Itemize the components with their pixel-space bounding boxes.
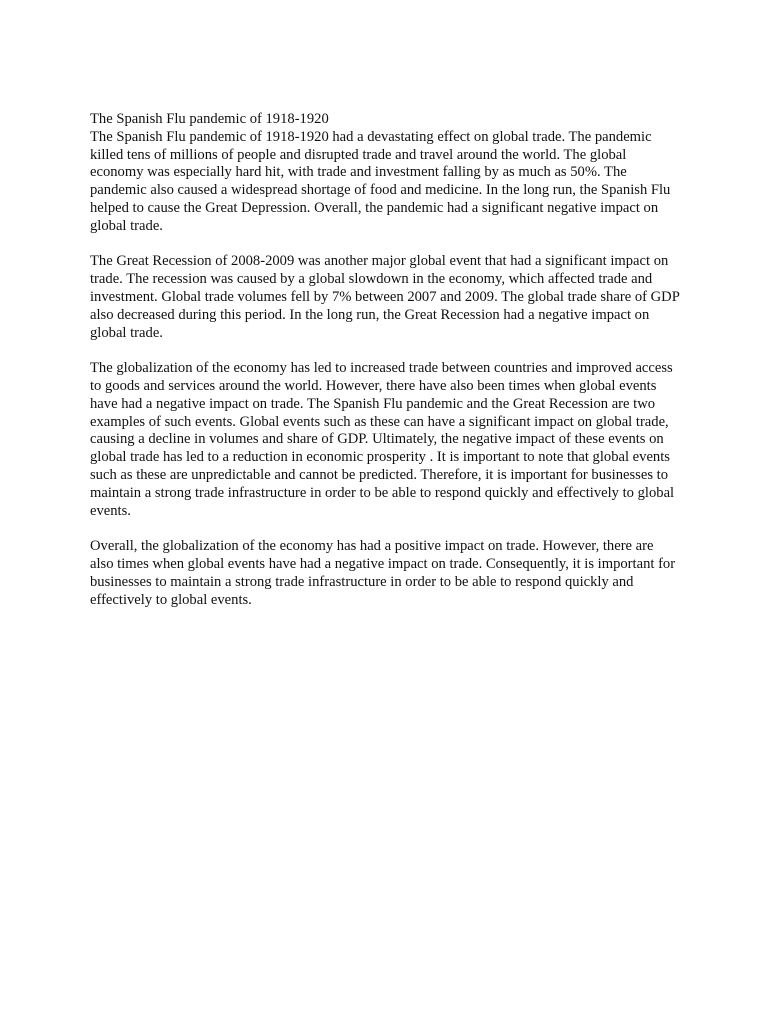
document-body: [90, 111, 680, 627]
paragraph-globalization: The globalization of the economy has led to increased trade between countries and improved access to goods and services around the world. However, there have also been times when global events have had a negative impact on trade. The Spanish Flu pandemic and the Great Recession are two examples of such events. Global events such as these can have a significant impact on global trade, causing a decline in volumes and share of GDP. Ultimately, the negative impact of these events on global trade has led to a reduction in economic prosperity . It is important to note that global events such as these are unpredictable and cannot be predicted. Therefore, it is important for businesses to maintain a strong trade infrastructure in order to be able to respond quickly and effectively to global events.: [90, 360, 675, 519]
document-title: The Spanish Flu pandemic of 1918-1920: [90, 111, 329, 127]
paragraph-spanish-flu: The Spanish Flu pandemic of 1918-1920 had a devastating effect on global trade. The pandemic killed tens of millions of people and disrupted trade and travel around the world. The global economy was especially hard hit, with trade and investment falling by as much as 50%. The pandemic also caused a widespread shortage of food and medicine. In the long run, the Spanish Flu helped to cause the Great Depression. Overall, the pandemic had a significant negative impact on global trade.: [90, 128, 671, 234]
paragraph-great-recession: The Great Recession of 2008-2009 was another major global event that had a significant impact on trade. The recession was caused by a global slowdown in the economy, which affected trade and investment. Global trade volumes fell by 7% between 2007 and 2009. The global trade share of GDP also decreased during this period. In the long run, the Great Recession had a negative impact on global trade.: [90, 253, 680, 341]
paragraph-conclusion: Overall, the globalization of the economy has had a positive impact on trade. However, there are also times when global events have had a negative impact on trade. Consequently, it is important for businesses to maintain a strong trade infrastructure in order to be able to respond quickly and effectively to global events.: [90, 538, 676, 608]
